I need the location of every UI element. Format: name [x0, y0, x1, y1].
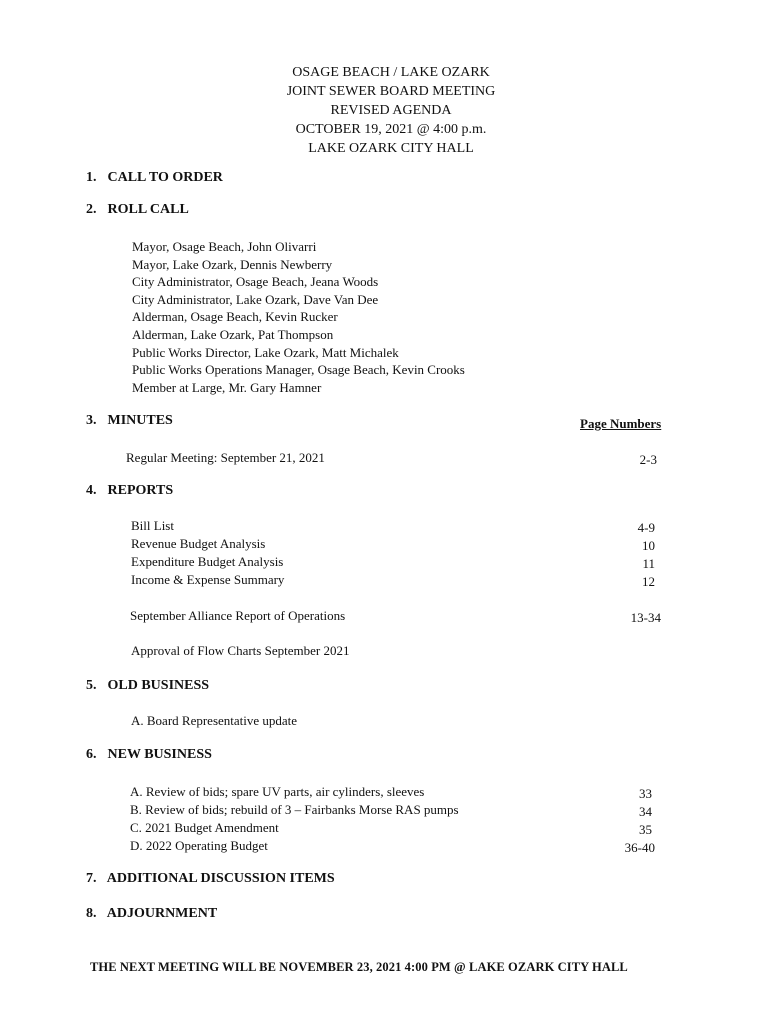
section-title: ADJOURNMENT [106, 906, 218, 921]
page-numbers-header: Page Numbers [580, 416, 662, 431]
alliance-report-label: September Alliance Report of Operations [130, 608, 346, 623]
header-line-agenda: REVISED AGENDA [330, 103, 452, 118]
header-line-date: OCTOBER 19, 2021 @ 4:00 p.m. [295, 122, 487, 137]
roll-call-member: Public Works Director, Lake Ozark, Matt Michalek [132, 344, 399, 360]
report-item-pages: 12 [642, 574, 655, 589]
section-title: REPORTS [107, 483, 174, 498]
new-business-item-label: C. 2021 Budget Amendment [130, 820, 279, 835]
roll-call-member: City Administrator, Osage Beach, Jeana Woods [132, 274, 379, 290]
section-new-business [86, 747, 212, 763]
report-item-pages: 4-9 [637, 520, 655, 535]
section-number: 1. [86, 170, 97, 185]
new-business-item-label: D. 2022 Operating Budget [130, 838, 268, 853]
report-item-pages: 11 [642, 556, 655, 571]
section-adjournment [86, 906, 217, 922]
new-business-item-label: B. Review of bids; rebuild of 3 – Fairbanks Morse RAS pumps [130, 802, 459, 817]
section-number: 7. [86, 871, 97, 886]
section-roll-call [86, 202, 189, 218]
section-call-to-order [86, 170, 223, 186]
new-business-item-pages: 35 [639, 822, 652, 837]
flow-charts-label: Approval of Flow Charts September 2021 [131, 643, 350, 658]
roll-call-member: Public Works Operations Manager, Osage Beach, Kevin Crooks [132, 362, 465, 378]
section-number: 5. [86, 678, 97, 693]
roll-call-member: Alderman, Lake Ozark, Pat Thompson [132, 326, 334, 342]
report-item-pages: 10 [642, 538, 655, 553]
report-item-label: Revenue Budget Analysis [131, 536, 266, 551]
section-reports [86, 483, 173, 499]
report-item-label: Expenditure Budget Analysis [131, 554, 284, 569]
section-title: ADDITIONAL DISCUSSION ITEMS [106, 871, 335, 886]
section-old-business [86, 678, 209, 694]
new-business-item-pages: 34 [639, 804, 652, 819]
header-line-location: LAKE OZARK CITY HALL [308, 141, 474, 156]
section-number: 8. [86, 906, 97, 921]
minutes-item-label: Regular Meeting: September 21, 2021 [126, 450, 325, 465]
header-line-board: JOINT SEWER BOARD MEETING [286, 84, 496, 99]
roll-call-member: Member at Large, Mr. Gary Hamner [132, 379, 322, 395]
section-additional-discussion [86, 871, 335, 887]
section-title: ROLL CALL [107, 202, 189, 217]
roll-call-member: Alderman, Osage Beach, Kevin Rucker [132, 309, 338, 325]
section-number: 6. [86, 747, 97, 762]
agenda-header [0, 63, 770, 158]
roll-call-list [132, 238, 465, 396]
new-business-item-label: A. Review of bids; spare UV parts, air cylinders, sleeves [130, 784, 425, 799]
section-title: CALL TO ORDER [107, 170, 223, 185]
roll-call-member: City Administrator, Lake Ozark, Dave Van Dee [132, 291, 379, 307]
section-number: 3. [86, 413, 97, 428]
next-meeting-notice: THE NEXT MEETING WILL BE NOVEMBER 23, 2021 4:00 PM @ LAKE OZARK CITY HALL [90, 960, 628, 974]
old-business-item: A. Board Representative update [131, 713, 298, 728]
alliance-report-pages: 13-34 [630, 610, 661, 625]
roll-call-member: Mayor, Lake Ozark, Dennis Newberry [132, 256, 333, 272]
report-item-label: Income & Expense Summary [131, 572, 285, 587]
section-title: OLD BUSINESS [107, 678, 210, 693]
roll-call-member: Mayor, Osage Beach, John Olivarri [132, 239, 317, 254]
new-business-item-pages: 36-40 [624, 840, 655, 855]
minutes-item-pages: 2-3 [639, 452, 657, 467]
header-line-title: OSAGE BEACH / LAKE OZARK [292, 65, 490, 80]
section-title: MINUTES [107, 413, 173, 428]
section-number: 2. [86, 202, 97, 217]
section-title: NEW BUSINESS [107, 747, 212, 762]
section-minutes [86, 413, 173, 429]
report-item-label: Bill List [131, 518, 174, 533]
new-business-item-pages: 33 [639, 786, 652, 801]
section-number: 4. [86, 483, 97, 498]
